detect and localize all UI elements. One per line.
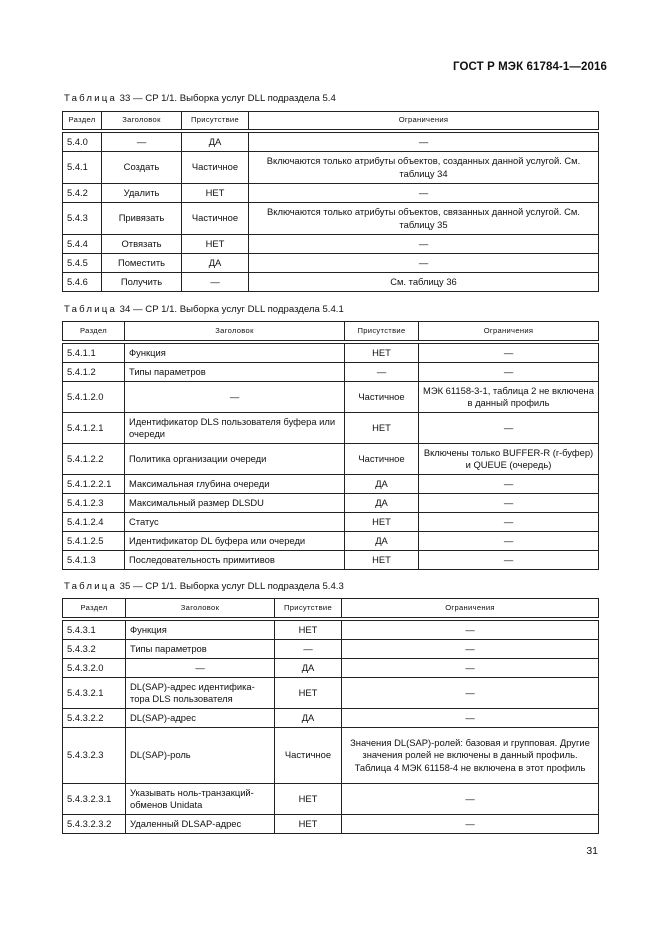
constraints-cell: — xyxy=(419,363,599,382)
clause-cell: 5.4.1.2.4 xyxy=(63,513,125,532)
table-row xyxy=(63,235,599,254)
table-caption-text: 34 — CP 1/1. Выборка услуг DLL подраздела 5.4.1 xyxy=(117,304,344,315)
title-cell: Удаленный DLSAP-адрес xyxy=(126,815,275,834)
column-header-title: Заголовок xyxy=(126,599,275,618)
title-cell: Функция xyxy=(125,344,345,363)
presence-cell: Частичное xyxy=(345,444,419,475)
presence-cell: ДА xyxy=(345,475,419,494)
table-caption-text: 33 — CP 1/1. Выборка услуг DLL подраздела 5.4 xyxy=(117,93,336,104)
table-34-caption xyxy=(64,304,344,315)
title-cell: Создать xyxy=(102,152,182,184)
presence-cell: ДА xyxy=(275,709,342,728)
column-header-title: Заголовок xyxy=(102,112,182,130)
clause-cell: 5.4.3.1 xyxy=(63,621,126,640)
table-row xyxy=(63,363,599,382)
constraints-cell: — xyxy=(249,184,599,203)
column-header-presence: Присутствие xyxy=(345,322,419,341)
table-row xyxy=(63,815,599,834)
constraints-cell: МЭК 61158-3-1, таблица 2 не включена в данный профиль xyxy=(419,382,599,413)
constraints-cell: — xyxy=(419,344,599,363)
title-cell: Идентификатор DL буфера или очереди xyxy=(125,532,345,551)
clause-cell: 5.4.3.2.0 xyxy=(63,659,126,678)
title-cell: Получить xyxy=(102,273,182,292)
title-cell: Привязать xyxy=(102,203,182,235)
clause-cell: 5.4.2 xyxy=(63,184,102,203)
column-header-presence: Присутствие xyxy=(275,599,342,618)
clause-cell: 5.4.1.2.0 xyxy=(63,382,125,413)
title-cell: DL(SAP)-адрес идентифика-тора DLS пользователя xyxy=(126,678,275,709)
title-cell: — xyxy=(126,659,275,678)
constraints-cell: — xyxy=(342,784,599,815)
clause-cell: 5.4.3.2.3 xyxy=(63,728,126,784)
table-row xyxy=(63,382,599,413)
table-33-caption xyxy=(64,93,336,104)
clause-cell: 5.4.1.2.5 xyxy=(63,532,125,551)
column-header-constraints: Ограничения xyxy=(249,112,599,130)
presence-cell: НЕТ xyxy=(275,784,342,815)
column-header-presence: Присутствие xyxy=(182,112,249,130)
constraints-cell: — xyxy=(419,494,599,513)
table-35-caption xyxy=(64,581,344,592)
table-caption-prefix: Таблица xyxy=(64,304,118,315)
title-cell: Максимальная глубина очереди xyxy=(125,475,345,494)
presence-cell: — xyxy=(182,273,249,292)
title-cell: Указывать ноль-транзакций-обменов Unidata xyxy=(126,784,275,815)
presence-cell: НЕТ xyxy=(345,344,419,363)
presence-cell: НЕТ xyxy=(345,551,419,570)
presence-cell: ДА xyxy=(345,532,419,551)
constraints-cell: — xyxy=(342,678,599,709)
clause-cell: 5.4.1.2 xyxy=(63,363,125,382)
table-caption-prefix: Таблица xyxy=(64,581,118,592)
clause-cell: 5.4.1.2.2 xyxy=(63,444,125,475)
table-row xyxy=(63,640,599,659)
title-cell: — xyxy=(102,133,182,152)
clause-cell: 5.4.1.2.1 xyxy=(63,413,125,444)
presence-cell: ДА xyxy=(182,254,249,273)
constraints-cell: Значения DL(SAP)-ролей: базовая и групповая. Другие значения ролей не включены в данный профиль. Таблица 4 МЭК 61158-4 не включена в этот профиль xyxy=(342,728,599,784)
table-35 xyxy=(62,598,599,834)
constraints-cell: — xyxy=(419,475,599,494)
constraints-cell: — xyxy=(249,254,599,273)
presence-cell: ДА xyxy=(275,659,342,678)
clause-cell: 5.4.1.1 xyxy=(63,344,125,363)
table-row xyxy=(63,152,599,184)
title-cell: Удалить xyxy=(102,184,182,203)
table-row xyxy=(63,728,599,784)
column-header-constraints: Ограничения xyxy=(419,322,599,341)
constraints-cell: — xyxy=(342,815,599,834)
presence-cell: Частичное xyxy=(182,152,249,184)
table-row xyxy=(63,475,599,494)
constraints-cell: Включены только BUFFER-R (r-буфер) и QUEUE (очередь) xyxy=(419,444,599,475)
presence-cell: Частичное xyxy=(345,382,419,413)
table-caption-prefix: Таблица xyxy=(64,93,118,104)
presence-cell: ДА xyxy=(182,133,249,152)
presence-cell: Частичное xyxy=(275,728,342,784)
clause-cell: 5.4.3.2.2 xyxy=(63,709,126,728)
presence-cell: НЕТ xyxy=(275,815,342,834)
presence-cell: НЕТ xyxy=(275,678,342,709)
column-header-clause: Раздел xyxy=(63,322,125,341)
table-row xyxy=(63,551,599,570)
column-header-constraints: Ограничения xyxy=(342,599,599,618)
page-number: 31 xyxy=(586,845,598,857)
clause-cell: 5.4.3.2.3.1 xyxy=(63,784,126,815)
title-cell: Максимальный размер DLSDU xyxy=(125,494,345,513)
table-row xyxy=(63,203,599,235)
constraints-cell: — xyxy=(249,133,599,152)
table-row xyxy=(63,133,599,152)
table-row xyxy=(63,621,599,640)
clause-cell: 5.4.3.2.3.2 xyxy=(63,815,126,834)
presence-cell: ДА xyxy=(345,494,419,513)
clause-cell: 5.4.1 xyxy=(63,152,102,184)
clause-cell: 5.4.6 xyxy=(63,273,102,292)
table-row xyxy=(63,444,599,475)
presence-cell: — xyxy=(345,363,419,382)
title-cell: Типы параметров xyxy=(126,640,275,659)
presence-cell: НЕТ xyxy=(275,621,342,640)
clause-cell: 5.4.0 xyxy=(63,133,102,152)
column-header-clause: Раздел xyxy=(63,599,126,618)
constraints-cell: — xyxy=(419,413,599,444)
title-cell: DL(SAP)-роль xyxy=(126,728,275,784)
constraints-cell: Включаются только атрибуты объектов, созданных данной услугой. См. таблицу 34 xyxy=(249,152,599,184)
title-cell: Поместить xyxy=(102,254,182,273)
presence-cell: НЕТ xyxy=(182,235,249,254)
presence-cell: НЕТ xyxy=(345,413,419,444)
clause-cell: 5.4.3.2 xyxy=(63,640,126,659)
constraints-cell: — xyxy=(342,621,599,640)
constraints-cell: — xyxy=(419,532,599,551)
standard-designation: ГОСТ Р МЭК 61784-1—2016 xyxy=(453,61,607,73)
table-row xyxy=(63,678,599,709)
clause-cell: 5.4.5 xyxy=(63,254,102,273)
presence-cell: НЕТ xyxy=(345,513,419,532)
table-row xyxy=(63,254,599,273)
clause-cell: 5.4.3.2.1 xyxy=(63,678,126,709)
title-cell: Последовательность примитивов xyxy=(125,551,345,570)
table-row xyxy=(63,709,599,728)
clause-cell: 5.4.1.3 xyxy=(63,551,125,570)
constraints-cell: — xyxy=(342,659,599,678)
constraints-cell: — xyxy=(342,640,599,659)
clause-cell: 5.4.1.2.3 xyxy=(63,494,125,513)
column-header-clause: Раздел xyxy=(63,112,102,130)
title-cell: Типы параметров xyxy=(125,363,345,382)
table-34 xyxy=(62,321,599,570)
table-row xyxy=(63,494,599,513)
clause-cell: 5.4.4 xyxy=(63,235,102,254)
title-cell: Идентификатор DLS пользователя буфера или очереди xyxy=(125,413,345,444)
presence-cell: НЕТ xyxy=(182,184,249,203)
table-row xyxy=(63,344,599,363)
clause-cell: 5.4.3 xyxy=(63,203,102,235)
table-row xyxy=(63,413,599,444)
constraints-cell: — xyxy=(249,235,599,254)
table-row xyxy=(63,532,599,551)
title-cell: DL(SAP)-адрес xyxy=(126,709,275,728)
constraints-cell: См. таблицу 36 xyxy=(249,273,599,292)
title-cell: — xyxy=(125,382,345,413)
table-caption-text: 35 — CP 1/1. Выборка услуг DLL подраздела 5.4.3 xyxy=(117,581,344,592)
presence-cell: — xyxy=(275,640,342,659)
column-header-title: Заголовок xyxy=(125,322,345,341)
table-row xyxy=(63,659,599,678)
table-row xyxy=(63,513,599,532)
constraints-cell: — xyxy=(419,551,599,570)
table-row xyxy=(63,784,599,815)
title-cell: Функция xyxy=(126,621,275,640)
constraints-cell: — xyxy=(419,513,599,532)
presence-cell: Частичное xyxy=(182,203,249,235)
constraints-cell: — xyxy=(342,709,599,728)
constraints-cell: Включаются только атрибуты объектов, связанных данной услугой. См. таблицу 35 xyxy=(249,203,599,235)
title-cell: Статус xyxy=(125,513,345,532)
table-row xyxy=(63,273,599,292)
title-cell: Политика организации очереди xyxy=(125,444,345,475)
table-33 xyxy=(62,111,599,292)
title-cell: Отвязать xyxy=(102,235,182,254)
table-row xyxy=(63,184,599,203)
clause-cell: 5.4.1.2.2.1 xyxy=(63,475,125,494)
